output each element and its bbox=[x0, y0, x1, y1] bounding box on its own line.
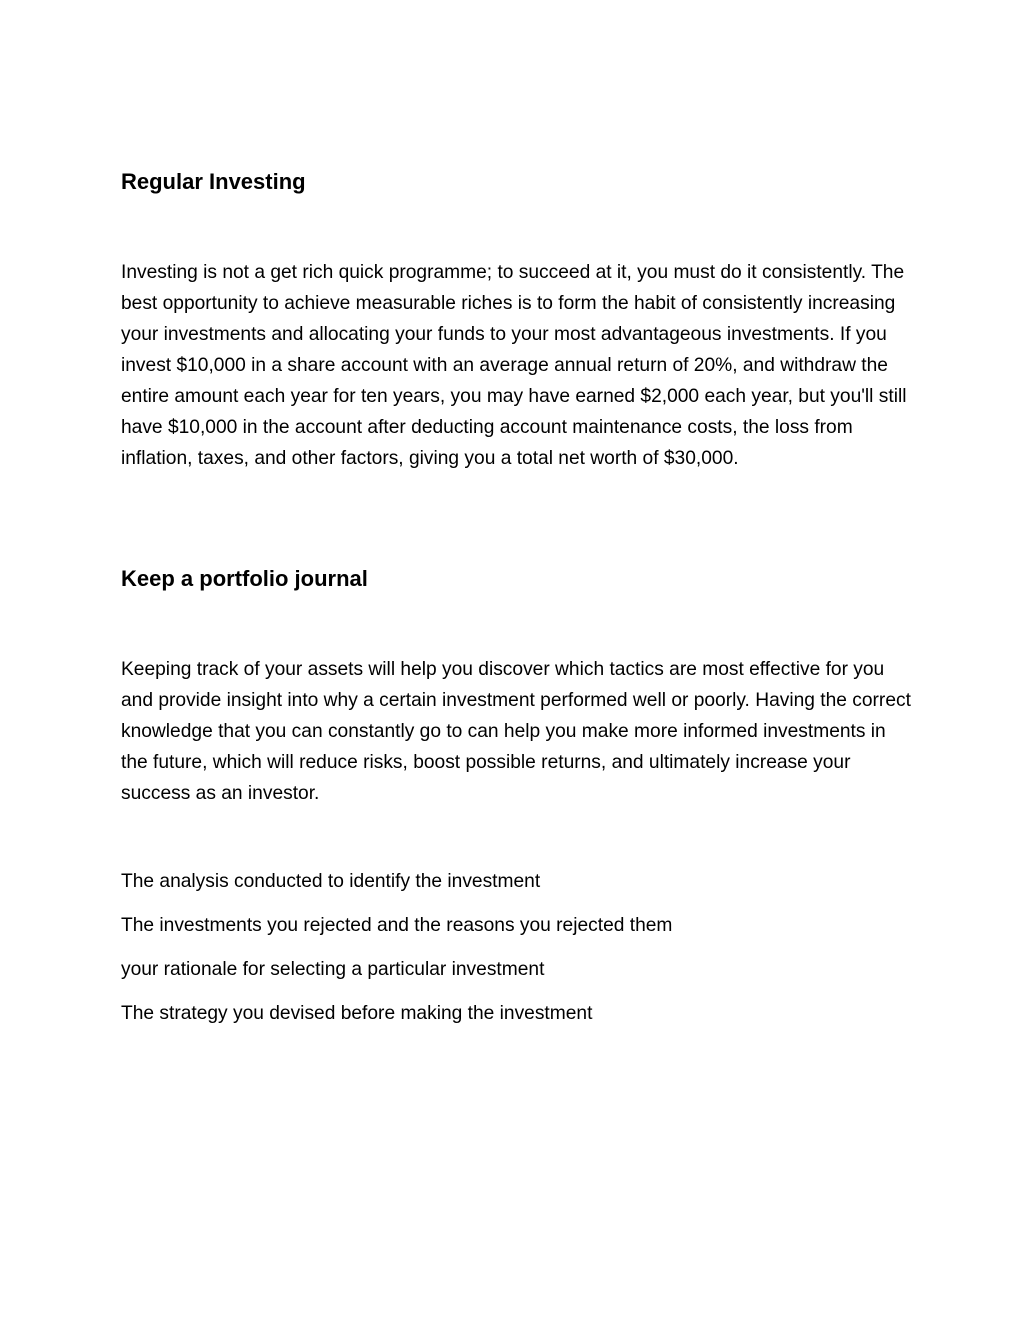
list-item: The investments you rejected and the reasons you rejected them bbox=[121, 915, 673, 936]
list-item: The strategy you devised before making the investment bbox=[121, 1003, 593, 1024]
section-paragraph-portfolio-journal: Keeping track of your assets will help you discover which tactics are most effective for you and provide insight into why a certain investment performed well or poorly. Having the correct knowledge that you can constantly go to can help you make more informed investments in the future, which will reduce risks, boost possible returns, and ultimately increase your success as an investor. bbox=[121, 659, 911, 804]
section-paragraph-regular-investing: Investing is not a get rich quick programme; to succeed at it, you must do it consistently. The best opportunity to achieve measurable riches is to form the habit of consistently increasing your investments and allocating your funds to your most advantageous investments. If you invest $10,000 in a share account with an average annual return of 20%, and withdraw the entire amount each year for ten years, you may have earned $2,000 each year, but you'll still have $10,000 in the account after deducting account maintenance costs, the loss from inflation, taxes, and other factors, giving you a total net worth of $30,000. bbox=[121, 262, 907, 469]
section-heading-portfolio-journal: Keep a portfolio journal bbox=[121, 566, 368, 591]
list-item: The analysis conducted to identify the investment bbox=[121, 871, 541, 892]
section-heading-regular-investing: Regular Investing bbox=[121, 169, 306, 194]
list-item: your rationale for selecting a particular investment bbox=[121, 959, 545, 980]
